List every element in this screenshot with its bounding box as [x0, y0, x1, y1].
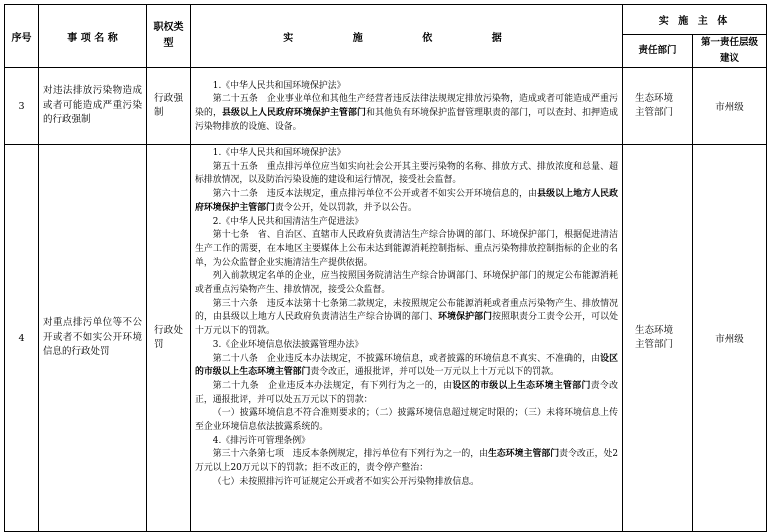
basis-paragraph: 第三十六条第七项 违反本条例规定，排污单位有下列行为之一的，由生态环境主管部门责令改正，处2万元以上20万元以下的罚款；拒不改正的，责令停产整治： — [195, 449, 618, 474]
row-dept: 生态环境主管部门 — [623, 145, 693, 532]
table-row — [5, 68, 767, 145]
basis-paragraph: 第三十六条 违反本法第十七条第二款规定，未按照规定公布能源消耗或者重点污染物产生、排放情况的，由县级以上地方人民政府负责清洁生产综合协调的部门、环境保护部门按照职责分工责令公开，可以处十万元以下的罚款。 — [195, 298, 619, 337]
basis-paragraph: 第二十九条 企业违反本办法规定，有下列行为之一的，由设区的市级以上生态环境主管部门责令改正，通报批评，并可以处五万元以下的罚款： — [195, 380, 619, 405]
authority-table — [4, 4, 767, 532]
table-row — [5, 145, 767, 532]
row-no: 4 — [5, 145, 39, 532]
row-type: 行政处罚 — [147, 145, 191, 532]
header-type: 职权类型 — [147, 5, 191, 68]
basis-paragraph: 第十七条 省、自治区、直辖市人民政府负责清洁生产综合协调的部门、环境保护部门，根据促进清洁生产工作的需要，在本地区主要媒体上公布未达到能源消耗控制指标、重点污染物排放控制指标的企业的名单，为公众监督企业实施清洁生产提供依据。 — [195, 230, 618, 268]
row-item: 对重点排污单位等不公开或者不如实公开环境信息的行政处罚 — [39, 145, 147, 532]
basis-paragraph: 第六十二条 违反本法规定，重点排污单位不公开或者不如实公开环境信息的，由县级以上地方人民政府环境保护主管部门责令公开，处以罚款，并予以公告。 — [195, 189, 618, 213]
header-subject: 实 施 主 体 — [623, 5, 767, 35]
basis-paragraph: 第二十五条 企业事业单位和其他生产经营者违反法律法规规定排放污染物，造成或者可能造成严重污染的，县级以上人民政府环境保护主管部门和其他负有环境保护监督管理职责的部门，可以查封、扣押造成污染物排放的设施、设备。 — [195, 94, 619, 132]
row-no: 3 — [5, 68, 39, 145]
row-basis — [191, 145, 623, 532]
header-basis: 实 施 依 据 — [191, 5, 623, 68]
basis-paragraph: 第五十五条 重点排污单位应当如实向社会公开其主要污染物的名称、排放方式、排放浓度和总量、超标排放情况，以及防治污染设施的建设和运行情况，接受社会监督。 — [195, 161, 618, 186]
basis-paragraph: 列入前款规定名单的企业，应当按照国务院清洁生产综合协调部门、环境保护部门的规定公布能源消耗或者重点污染物产生、排放情况，接受公众监督。 — [195, 271, 618, 296]
basis-paragraph: （一）披露环境信息不符合准则要求的；（二）披露环境信息超过规定时限的；（三）未将环境信息上传至企业环境信息依法披露系统的。 — [195, 408, 618, 433]
header-item: 事 项 名 称 — [39, 5, 147, 68]
basis-paragraph: 1.《中华人民共和国环境保护法》 — [212, 80, 346, 91]
row-basis — [191, 68, 623, 145]
header-level: 第一责任层级建议 — [693, 35, 767, 68]
row-level: 市州级 — [693, 68, 767, 145]
row-dept: 生态环境主管部门 — [623, 68, 693, 145]
basis-paragraph: 3.《企业环境信息依法披露管理办法》 — [212, 339, 364, 350]
header-no: 序号 — [5, 5, 39, 68]
header-dept: 责任部门 — [623, 35, 693, 68]
basis-paragraph: 4.《排污许可管理条例》 — [212, 435, 311, 446]
basis-paragraph: 第二十八条 企业违反本办法规定，不披露环境信息，或者披露的环境信息不真实、不准确的，由设区的市级以上生态环境主管部门责令改正，通报批评，并可以处一万元以上十万元以下的罚款。 — [195, 353, 619, 378]
basis-paragraph: （七）未按照排污许可证规定公开或者不如实公开污染物排放信息。 — [212, 476, 480, 487]
basis-paragraph: 2.《中华人民共和国清洁生产促进法》 — [212, 216, 364, 227]
basis-paragraph: 1.《中华人民共和国环境保护法》 — [212, 148, 346, 158]
row-type: 行政强制 — [147, 68, 191, 145]
row-item: 对违法排放污染物造成或者可能造成严重污染的行政强制 — [39, 68, 147, 145]
row-level: 市州级 — [693, 145, 767, 532]
